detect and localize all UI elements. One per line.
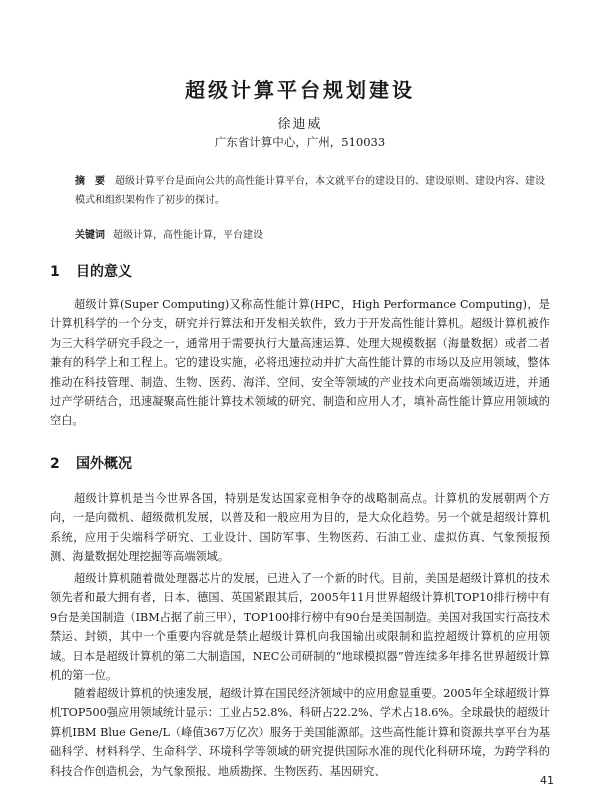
section-title: 目的意义: [76, 264, 132, 280]
section-1-paragraph-1: 超级计算(Super Computing)又称高性能计算(HPC，High Performance Computing)，是计算机科学的一个分支，研究并行算法和开发相关软件，致力于开发高性能计算机。超级计算机被作为三大科学研究手段之一，通常用于需要执行大量高速运算、处理大规模数据（海量数据）或者二者兼有的科学上和工程上。它的建设实施，必将迅速拉动并扩大高性能计算的市场以及应用领域，整体推动在科技管理、制造、生物、医药、海洋、空间、安全等领域的产业技术向更高端领域迈进，并通过产学研结合，迅速凝聚高性能计算技术领域的研究、制造和应用人才，填补高性能计算应用领域的空白。: [50, 298, 550, 428]
section-2-paragraph-1: 超级计算机是当今世界各国，特别是发达国家竞相争夺的战略制高点。计算机的发展朝两个方向，一是向微机、超级微机发展，以普及和一般应用为目的，是大众化趋势。另一个就是超级计算机系统，应用于尖端科学研究、工业设计、国防军事、生物医药、石油工业、虚拟仿真、气象预报预测、海量数据处理挖掘等高端领域。: [50, 492, 550, 564]
section-heading-2: [50, 453, 132, 473]
section-2-paragraph-3: 随着超级计算机的快速发展，超级计算在国民经济领域中的应用愈显重要。2005年全球超级计算机TOP500强应用领域统计显示：工业占52.8%、科研占22.2%、学术占18.6%。全球最快的超级计算机IBM Blue Gene/L（峰值367万亿次）服务于美国能源部。这些高性能计算和资源共享平台为基础科学、材料科学、生命科学、环境科学等领域的研究提供国际水准的现代化科研环境，为跨学科的科技合作创造机会，为气象预报、地质勘探、生物医药、基因研究、: [50, 687, 550, 778]
abstract-text: 超级计算平台是面向公共的高性能计算平台，本文就平台的建设目的、建设原则、建设内容、建设模式和组织架构作了初步的探讨。: [75, 176, 545, 206]
section-title: 国外概况: [76, 456, 132, 472]
abstract-label: 摘 要: [75, 176, 105, 187]
keywords-block: [75, 226, 545, 245]
section-number: 2: [50, 456, 60, 472]
keywords-text: 超级计算，高性能计算，平台建设: [113, 230, 263, 241]
section-number: 1: [50, 264, 60, 280]
section-2-paragraph-2: 超级计算机随着微处理器芯片的发展，已进入了一个新的时代。目前，美国是超级计算机的技术领先者和最大拥有者，日本、德国、英国紧跟其后，2005年11月世界超级计算机TOP10排行榜中有9台是美国制造（IBM占据了前三甲），TOP100排行榜中有90台是美国制造。美国对我国实行高技术禁运、封锁，其中一个重要内容就是禁止超级计算机向我国输出或限制和监控超级计算机的应用领域。日本是超级计算机的第二大制造国，NEC公司研制的“地球模拟器”曾连续多年排名世界超级计算机的第一位。: [50, 572, 550, 683]
abstract-block: [75, 172, 545, 210]
author-affiliation: 广东省计算中心，广州，510033: [214, 135, 386, 149]
page-number: 41: [540, 774, 554, 787]
section-heading-1: [50, 261, 132, 281]
author-name: 徐迪威: [277, 117, 323, 132]
keywords-label: 关键词: [75, 230, 105, 241]
paper-title: 超级计算平台规划建设: [185, 78, 415, 102]
